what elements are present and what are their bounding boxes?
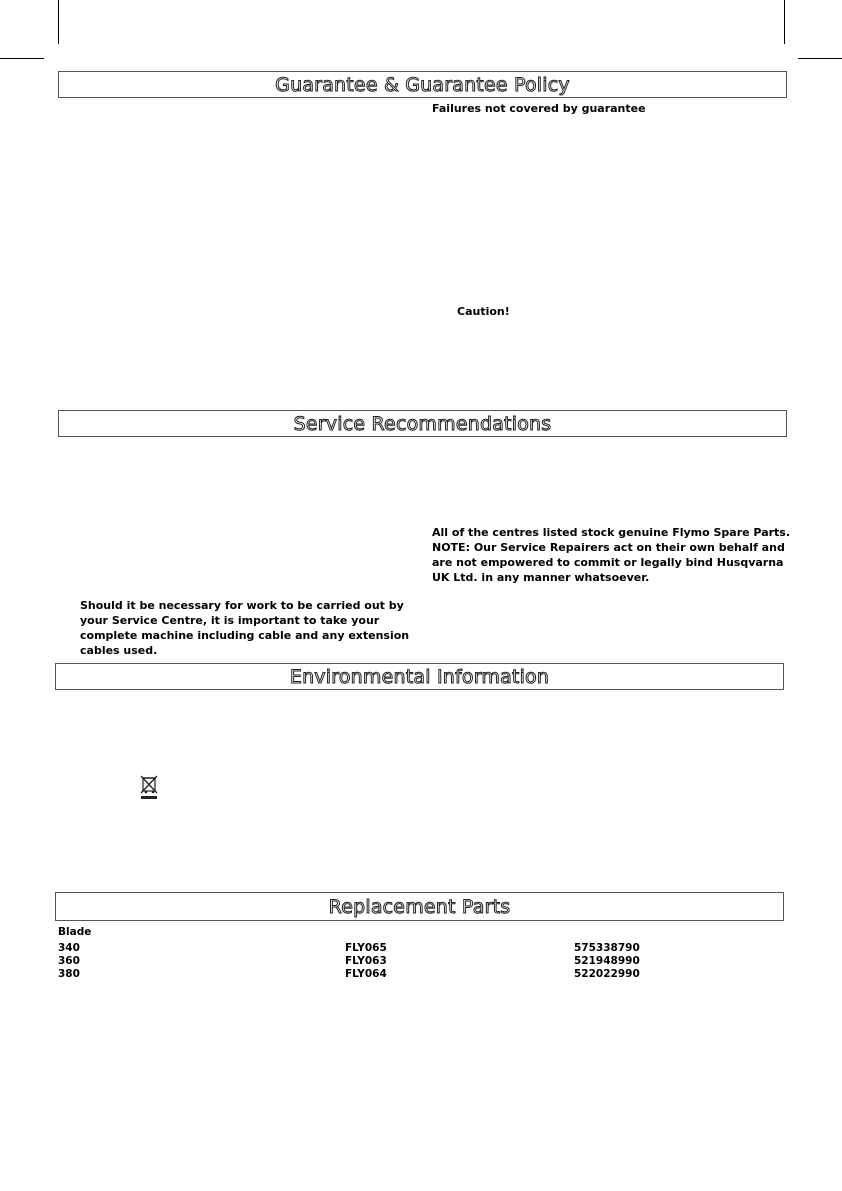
part-model: 380 <box>58 968 80 980</box>
environment-section-header <box>55 663 784 690</box>
crop-mark <box>0 58 44 59</box>
part-code: FLY064 <box>345 968 387 980</box>
guarantee-section-header <box>58 71 787 98</box>
part-code: FLY065 <box>345 942 387 954</box>
crossed-out-wheelie-bin-icon <box>138 774 160 800</box>
environment-section-title: Environmental Information <box>289 665 550 688</box>
service-section-header <box>58 410 787 437</box>
crop-mark <box>784 0 785 44</box>
part-number: 521948990 <box>574 955 640 967</box>
part-code: FLY063 <box>345 955 387 967</box>
table-row <box>58 968 658 981</box>
part-model: 340 <box>58 942 80 954</box>
service-advice-paragraph: Should it be necessary for work to be carried out by your Service Centre, it is important to take your complete machine including cable and any extension cables used. <box>80 599 410 657</box>
service-note-paragraph <box>432 525 792 585</box>
failures-heading: Failures not covered by guarantee <box>432 102 646 115</box>
crop-mark <box>798 58 842 59</box>
table-row <box>58 955 658 968</box>
guarantee-section-title: Guarantee & Guarantee Policy <box>275 73 570 96</box>
table-row <box>58 942 658 955</box>
note-label: NOTE: <box>432 541 470 554</box>
note-text: Our Service Repairers act on their own behalf and are not empowered to commit or legally bind Husqvarna UK Ltd. in any manner whatsoever. <box>432 541 785 584</box>
parts-category: Blade <box>58 926 92 938</box>
caution-label: Caution! <box>457 305 510 318</box>
centres-text: All of the centres listed stock genuine Flymo Spare Parts. <box>432 526 791 539</box>
part-number: 575338790 <box>574 942 640 954</box>
service-section-title: Service Recommendations <box>293 412 552 435</box>
crop-mark <box>58 0 59 44</box>
parts-section-title: Replacement Parts <box>328 895 511 918</box>
parts-section-header <box>55 892 784 921</box>
part-model: 360 <box>58 955 80 967</box>
part-number: 522022990 <box>574 968 640 980</box>
